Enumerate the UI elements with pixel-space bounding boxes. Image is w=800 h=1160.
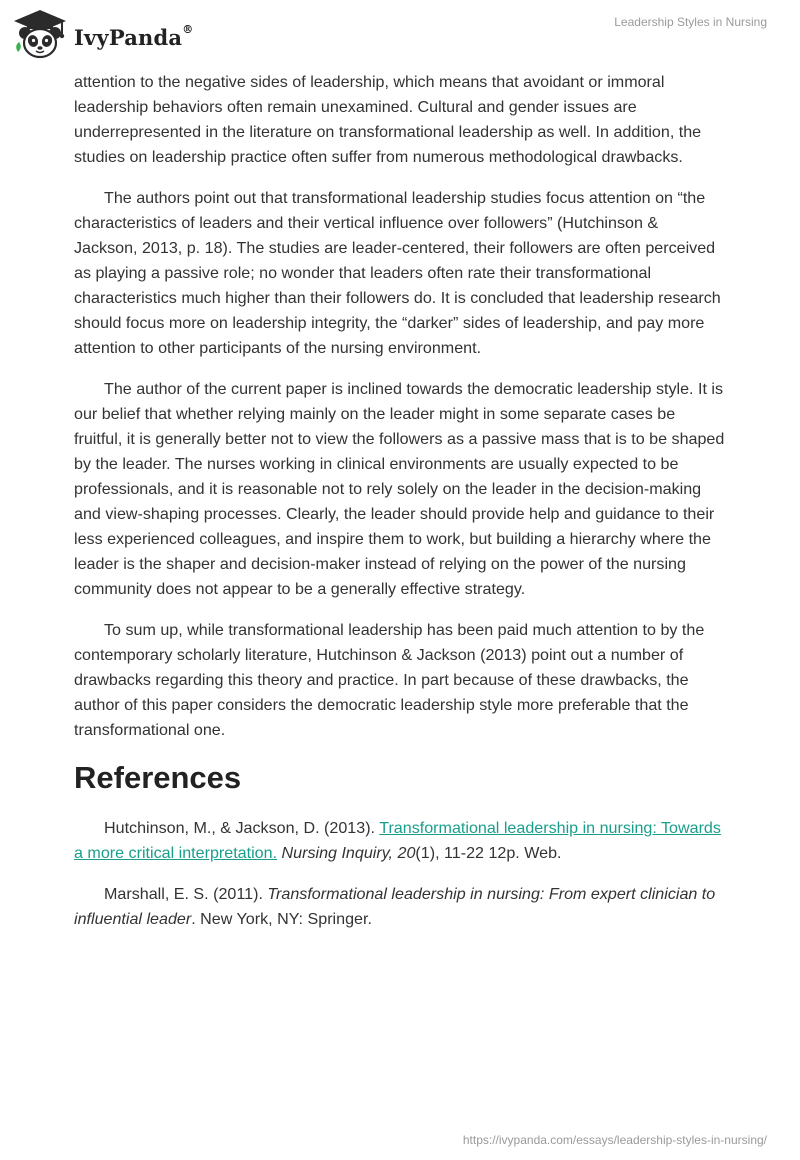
reference-publisher: . New York, NY: Springer.	[191, 910, 372, 928]
reference-link[interactable]: Transformational leadership in nursing: Towards a more critical interpretation.	[74, 819, 721, 862]
brand-name: IvyPanda®	[74, 22, 194, 50]
logo[interactable]	[12, 8, 193, 60]
paragraph: The author of the current paper is inclined towards the democratic leadership style. It is our belief that whether relying mainly on the leader might in some separate cases be fruitful, it is generally better not to view the followers as a passive mass that is to be shaped by the leader. The nurses working in clinical environments are usually expected to be professionals, and it is reasonable not to rely solely on the leader in the decision-making and view-shaping processes. Clearly, the leader should provide help and guidance to their less experienced colleagues, and inspire them to work, but building a hierarchy where the leader is the shaper and decision-maker instead of relying on the power of the nursing community does not appear to be a generally effective strategy.	[74, 380, 725, 598]
references-heading: References	[74, 760, 242, 795]
reference-authors: Marshall, E. S. (2011).	[104, 885, 268, 903]
footer-url[interactable]: https://ivypanda.com/essays/leadership-styles-in-nursing/	[462, 1133, 767, 1147]
paragraph: To sum up, while transformational leadership has been paid much attention to by the contemporary scholarly literature, Hutchinson & Jackson (2013) point out a number of drawbacks regarding this theory and practice. In part because of these drawbacks, the author of this paper considers the democratic leadership style more preferable that the transformational one.	[74, 621, 705, 739]
reference-issue: (1), 11-22 12p. Web.	[415, 844, 562, 862]
document-title: Leadership Styles in Nursing	[614, 15, 767, 29]
panda-graduate-icon	[12, 8, 68, 60]
reference-item	[74, 816, 726, 866]
essay-body	[74, 70, 726, 948]
paragraph: attention to the negative sides of leadership, which means that avoidant or immoral leadership behaviors often remain unexamined. Cultural and gender issues are underrepresented in the literature on transformational leadership as well. In addition, the studies on leadership practice often suffer from numerous methodological drawbacks.	[74, 73, 702, 166]
page-header	[0, 0, 800, 70]
reference-item	[74, 882, 726, 932]
reference-journal: Nursing Inquiry, 20	[277, 844, 416, 862]
paragraph: The authors point out that transformational leadership studies focus attention on “the characteristics of leaders and their vertical influence over followers” (Hutchinson & Jackson, 2013, p. 18). The studies are leader-centered, their followers are often perceived as playing a passive role; no wonder that leaders often rate their transformational characteristics much higher than their followers do. It is concluded that leadership research should focus more on leadership integrity, the “darker” sides of leadership, and pay more attention to other participants of the nursing environment.	[74, 189, 721, 357]
reference-title: Transformational leadership in nursing: From expert clinician to influential leader	[74, 885, 716, 928]
reference-authors: Hutchinson, M., & Jackson, D. (2013).	[104, 819, 380, 837]
